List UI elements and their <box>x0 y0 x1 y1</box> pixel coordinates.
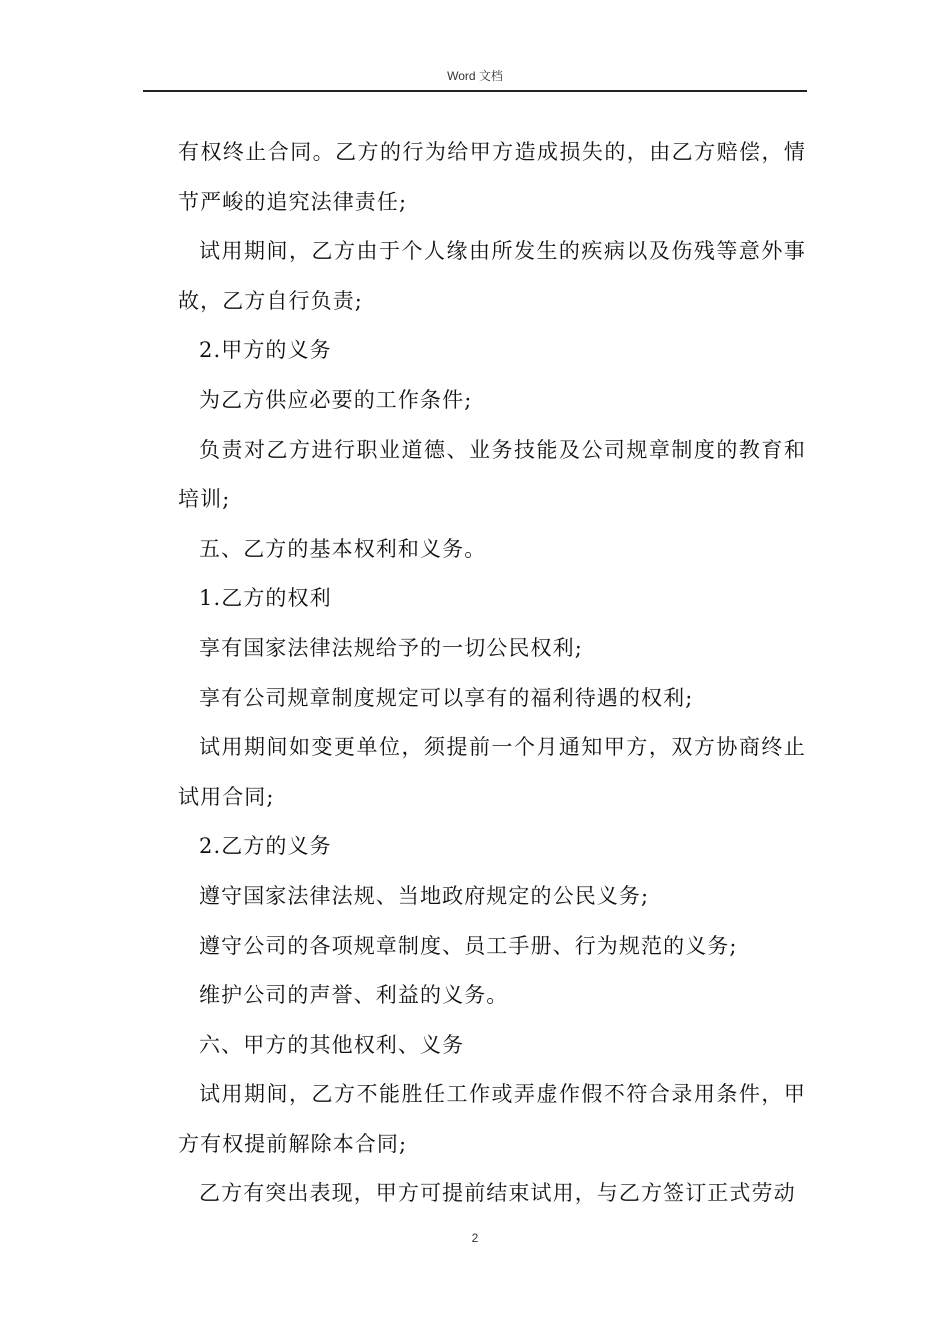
section-heading: 2.甲方的义务 <box>199 338 332 363</box>
page-header <box>143 64 807 92</box>
paragraph: 试用期间如变更单位，须提前一个月通知甲方，双方协商终止试用合同; <box>178 735 806 809</box>
paragraph: 负责对乙方进行职业道德、业务技能及公司规章制度的教育和培训; <box>178 437 806 512</box>
paragraph: 乙方有突出表现，甲方可提前结束试用，与乙方签订正式劳动 <box>199 1181 796 1206</box>
paragraph: 享有公司规章制度规定可以享有的福利待遇的权利; <box>199 685 694 710</box>
document-body <box>178 128 806 1219</box>
paragraph: 遵守公司的各项规章制度、员工手册、行为规范的义务; <box>199 933 738 958</box>
section-heading: 五、乙方的基本权利和义务。 <box>199 536 487 561</box>
paragraph: 维护公司的声誉、利益的义务。 <box>199 983 509 1008</box>
paragraph: 试用期间，乙方由于个人缘由所发生的疾病以及伤残等意外事故，乙方自行负责; <box>178 239 806 313</box>
paragraph: 享有国家法律法规给予的一切公民权利; <box>199 635 583 660</box>
section-heading: 1.乙方的权利 <box>199 586 332 611</box>
page-number: 2 <box>471 1231 479 1245</box>
paragraph: 有权终止合同。乙方的行为给甲方造成损失的，由乙方赔偿，情节严峻的追究法律责任; <box>178 140 806 214</box>
paragraph: 遵守国家法律法规、当地政府规定的公民义务; <box>199 883 650 908</box>
header-title: Word 文档 <box>447 69 503 83</box>
paragraph: 为乙方供应必要的工作条件; <box>199 387 473 412</box>
section-heading: 六、甲方的其他权利、义务 <box>199 1032 465 1057</box>
paragraph: 试用期间，乙方不能胜任工作或弄虚作假不符合录用条件，甲方有权提前解除本合同; <box>178 1082 806 1156</box>
section-heading: 2.乙方的义务 <box>199 834 332 859</box>
